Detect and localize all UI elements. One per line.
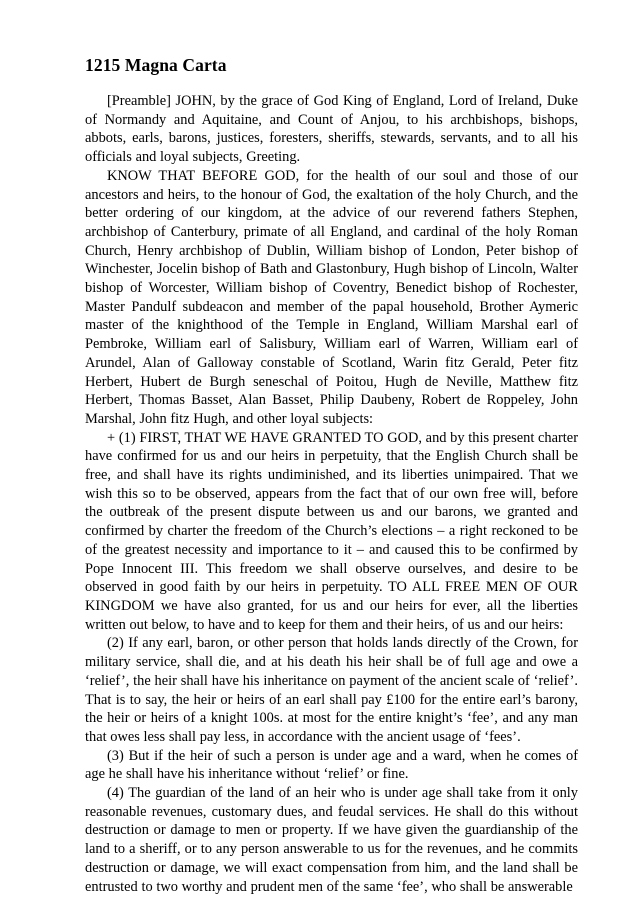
paragraph-clause-3: (3) But if the heir of such a person is under age and a ward, when he comes of age he shall have his inheritance without ‘relief’ or fine. (85, 747, 578, 783)
paragraph-clause-1: + (1) FIRST, THAT WE HAVE GRANTED TO GOD, and by this present charter have confirmed for us and our heirs in perpetuity, that the English Church shall be free, and shall have its rights undiminished, and its liberties unimpaired. That we wish this so to be observed, appears from the fact that of our own free will, before the outbreak of the present dispute between us and our barons, we granted and confirmed by charter the freedom of the Church’s elections – a right reckoned to be of the greatest necessity and importance to it – and caused this to be confirmed by Pope Innocent III. This freedom we shall observe ourselves, and desire to be observed in good faith by our heirs in perpetuity. TO ALL FREE MEN OF OUR KINGDOM we have also granted, for us and our heirs for ever, all the liberties written out below, to have and to keep for them and their heirs, of us and our heirs: (85, 429, 578, 633)
paragraph-know-that-before-god: KNOW THAT BEFORE GOD, for the health of our soul and those of our ancestors and heirs, to the honour of God, the exaltation of the holy Church, and the better ordering of our kingdom, at the advice of our reverend fathers Stephen, archbishop of Canterbury, primate of all England, and cardinal of the holy Roman Church, Henry archbishop of Dublin, William bishop of London, Peter bishop of Winchester, Jocelin bishop of Bath and Glastonbury, Hugh bishop of Lincoln, Walter bishop of Worcester, William bishop of Coventry, Benedict bishop of Rochester, Master Pandulf subdeacon and member of the papal household, Brother Aymeric master of the knighthood of the Temple in England, William Marshal earl of Pembroke, William earl of Salisbury, William earl of Warren, William earl of Arundel, Alan of Galloway constable of Scotland, Warin fitz Gerald, Peter fitz Herbert, Hubert de Burgh seneschal of Poitou, Hugh de Neville, Matthew fitz Herbert, Thomas Basset, Alan Basset, Philip Daubeny, Robert de Roppeley, John Marshal, John fitz Hugh, and other loyal subjects: (85, 167, 578, 427)
page-title: 1215 Magna Carta (85, 55, 227, 75)
paragraph-clause-2: (2) If any earl, baron, or other person that holds lands directly of the Crown, for military service, shall die, and at his death his heir shall be of full age and owe a ‘relief’, the heir shall have his inheritance on payment of the ancient scale of ‘relief’. That is to say, the heir or heirs of an earl shall pay £100 for the entire earl’s barony, the heir or heirs of a knight 100s. at most for the entire knight’s ‘fee’, and any man that owes less shall pay less, in accordance with the ancient usage of ‘fees’. (85, 635, 578, 745)
paragraph-preamble: [Preamble] JOHN, by the grace of God King of England, Lord of Ireland, Duke of Normandy and Aquitaine, and Count of Anjou, to his archbishops, bishops, abbots, earls, barons, justices, foresters, sheriffs, stewards, servants, and to all his officials and loyal subjects, Greeting. (85, 93, 578, 166)
paragraph-clause-4: (4) The guardian of the land of an heir who is under age shall take from it only reasonable revenues, customary dues, and feudal services. He shall do this without destruction or damage to men or property. If we have given the guardianship of the land to a sheriff, or to any person answerable to us for the revenues, and he commits destruction or damage, we will exact compensation from him, and the land shall be entrusted to two worthy and prudent men of the same ‘fee’, who shall be answerable (85, 785, 578, 895)
document-body (85, 55, 578, 896)
